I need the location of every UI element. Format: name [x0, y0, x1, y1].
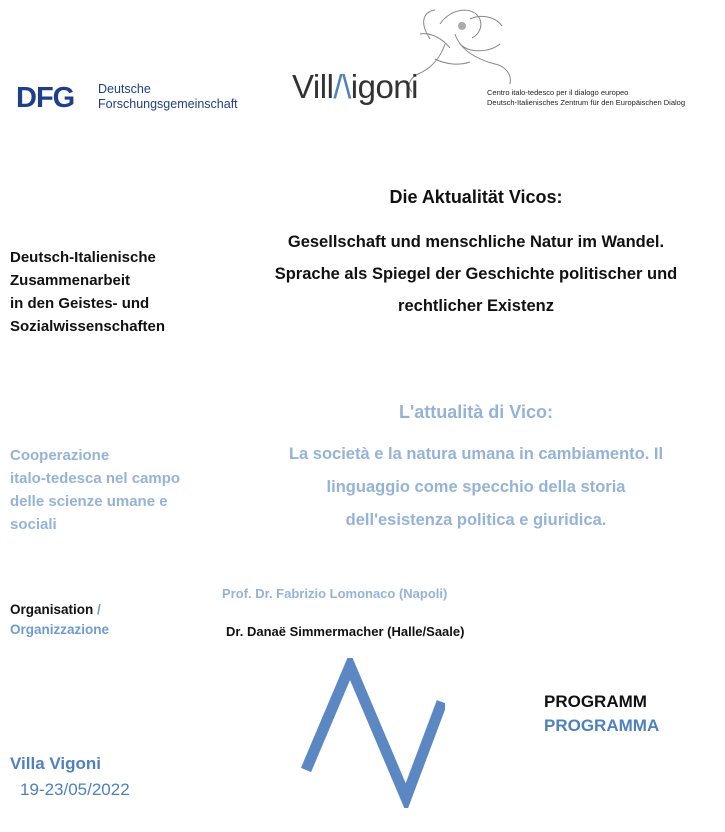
sidebar-it-line4: sociali	[10, 516, 57, 533]
dfg-name	[98, 82, 238, 112]
organisation-label-it: Organizzazione	[10, 622, 110, 637]
title-de-line4: rechtlicher Existenz	[398, 297, 554, 315]
title-it-line3: linguaggio come specchio della storia	[326, 478, 626, 496]
title-it-colon: :	[546, 402, 553, 422]
title-de-line2: Gesellschaft und menschliche Natur im Wandel.	[287, 233, 665, 251]
title-it-subtitle	[232, 438, 720, 537]
title-de-line3: Sprache als Spiegel der Geschichte politischer und	[274, 265, 678, 283]
sidebar-de-line1: Deutsch-Italienische	[10, 249, 156, 266]
villa-sub-line2: Deutsch-Italienisches Zentrum für den Europäischen Dialog	[487, 98, 686, 107]
villa-vigoni-subtitle	[487, 88, 685, 108]
program-label	[544, 690, 659, 738]
organisation-label-de: Organisation	[10, 602, 94, 617]
sidebar-it-line3: delle scienze umane e	[10, 493, 168, 510]
angel-logo-illustration	[400, 4, 520, 96]
sidebar-de-line4: Sozialwissenschaften	[10, 318, 166, 335]
dfg-name-line1: Deutsche	[98, 82, 151, 96]
dfg-logo-text: DFG	[16, 84, 75, 110]
title-it-line2: La società e la natura umana in cambiamento. Il	[288, 445, 664, 463]
dfg-logo	[16, 84, 90, 110]
organisation-label	[10, 600, 109, 640]
sidebar-de	[10, 246, 165, 338]
dfg-name-line2: Forschungsgemeinschaft	[98, 97, 238, 111]
venue-name: Villa Vigoni	[10, 754, 102, 773]
villa-vigoni-v-mark	[300, 658, 445, 808]
title-de-line1: Die Aktualität Vicos:	[389, 187, 563, 207]
title-de-subtitle	[232, 226, 720, 322]
sidebar-it-line1: Cooperazione	[10, 447, 110, 464]
event-dates: 19-23/05/2022	[20, 780, 130, 799]
sidebar-it	[10, 444, 180, 536]
sidebar-de-line3: in den Geistes- und	[10, 295, 150, 312]
villa-vigoni-logo: Vill/\igoni	[292, 68, 418, 105]
title-it-line1: L'attualità di Vico	[399, 402, 547, 422]
villa-sub-line1: Centro italo-tedesco per il dialogo europeo	[487, 88, 629, 97]
title-it-line1-wrap	[232, 402, 720, 423]
title-it-line4: dell'esistenza politica e giuridica.	[345, 511, 607, 529]
program-label-it: PROGRAMMA	[544, 716, 660, 735]
program-label-de: PROGRAMM	[544, 692, 647, 711]
organizer-2: Dr. Danaë Simmermacher (Halle/Saale)	[226, 624, 465, 639]
sidebar-it-line2: italo-tedesca nel campo	[10, 470, 181, 487]
organizer-1: Prof. Dr. Fabrizio Lomonaco (Napoli)	[222, 586, 448, 601]
organisation-separator: /	[93, 602, 101, 617]
sidebar-de-line2: Zusammenarbeit	[10, 272, 131, 289]
